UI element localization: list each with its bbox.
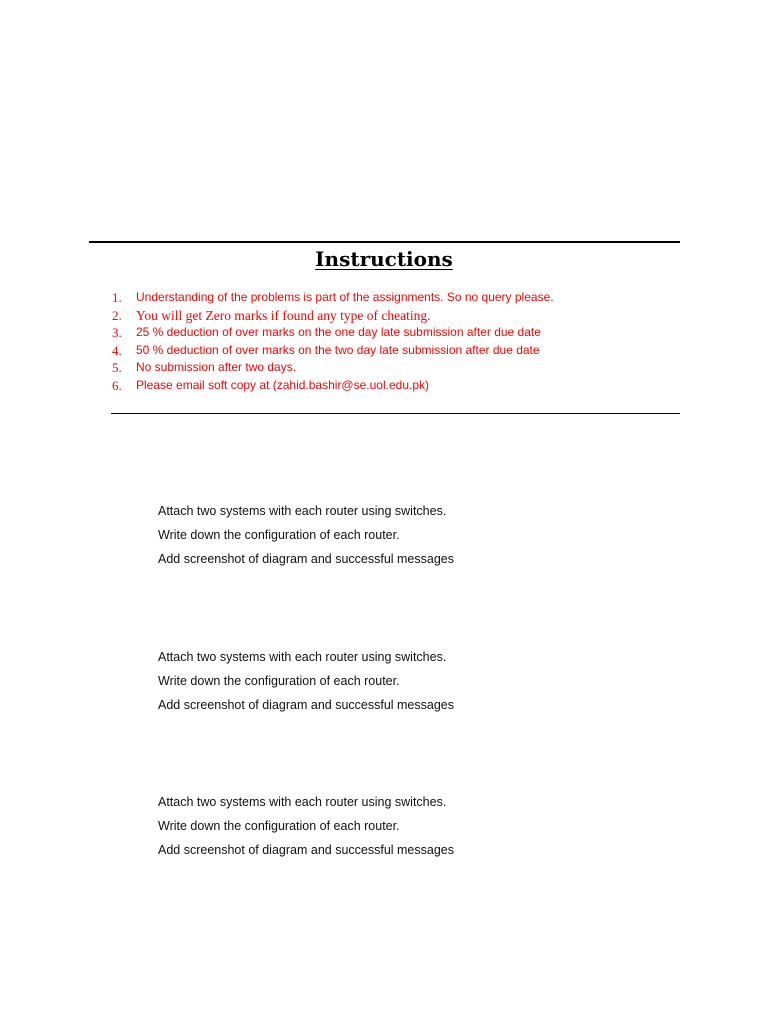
instruction-number: 4. — [112, 342, 122, 358]
task-block-2 — [158, 645, 638, 717]
instruction-text: Please email soft copy at (zahid.bashir@se.uol.edu.pk) — [136, 377, 429, 392]
instruction-number: 1. — [112, 290, 122, 305]
bottom-divider — [111, 413, 680, 414]
instruction-text: 25 % deduction of over marks on the one day late submission after due date — [136, 325, 541, 340]
task-line: Attach two systems with each router using switches. — [158, 650, 447, 664]
instruction-item — [112, 307, 692, 325]
task-block-1 — [158, 499, 638, 571]
instruction-text: No submission after two days. — [136, 360, 297, 375]
task-block-3 — [158, 790, 638, 862]
instruction-item — [112, 289, 692, 307]
instruction-number: 5. — [112, 360, 122, 376]
instruction-text: 50 % deduction of over marks on the two day late submission after due date — [136, 342, 540, 357]
instruction-number: 6. — [112, 377, 122, 393]
task-line: Write down the configuration of each router. — [158, 674, 400, 688]
instruction-item — [112, 377, 692, 395]
instructions-list — [112, 289, 692, 395]
instruction-text: Understanding of the problems is part of the assignments. So no query please. — [136, 290, 554, 304]
task-line: Attach two systems with each router using switches. — [158, 504, 447, 518]
instruction-item — [112, 324, 692, 342]
instruction-item — [112, 342, 692, 360]
task-line: Add screenshot of diagram and successful messages — [158, 843, 454, 857]
task-line: Attach two systems with each router using switches. — [158, 795, 447, 809]
task-line: Write down the configuration of each router. — [158, 528, 400, 542]
task-line: Write down the configuration of each router. — [158, 819, 400, 833]
instruction-number: 3. — [112, 325, 122, 341]
task-line: Add screenshot of diagram and successful messages — [158, 698, 454, 712]
task-line: Add screenshot of diagram and successful messages — [158, 552, 454, 566]
page-title: Instructions — [315, 247, 453, 271]
instruction-text: You will get Zero marks if found any type of cheating. — [136, 307, 431, 323]
top-divider — [89, 241, 680, 243]
instruction-item — [112, 359, 692, 377]
instruction-number: 2. — [112, 307, 122, 323]
